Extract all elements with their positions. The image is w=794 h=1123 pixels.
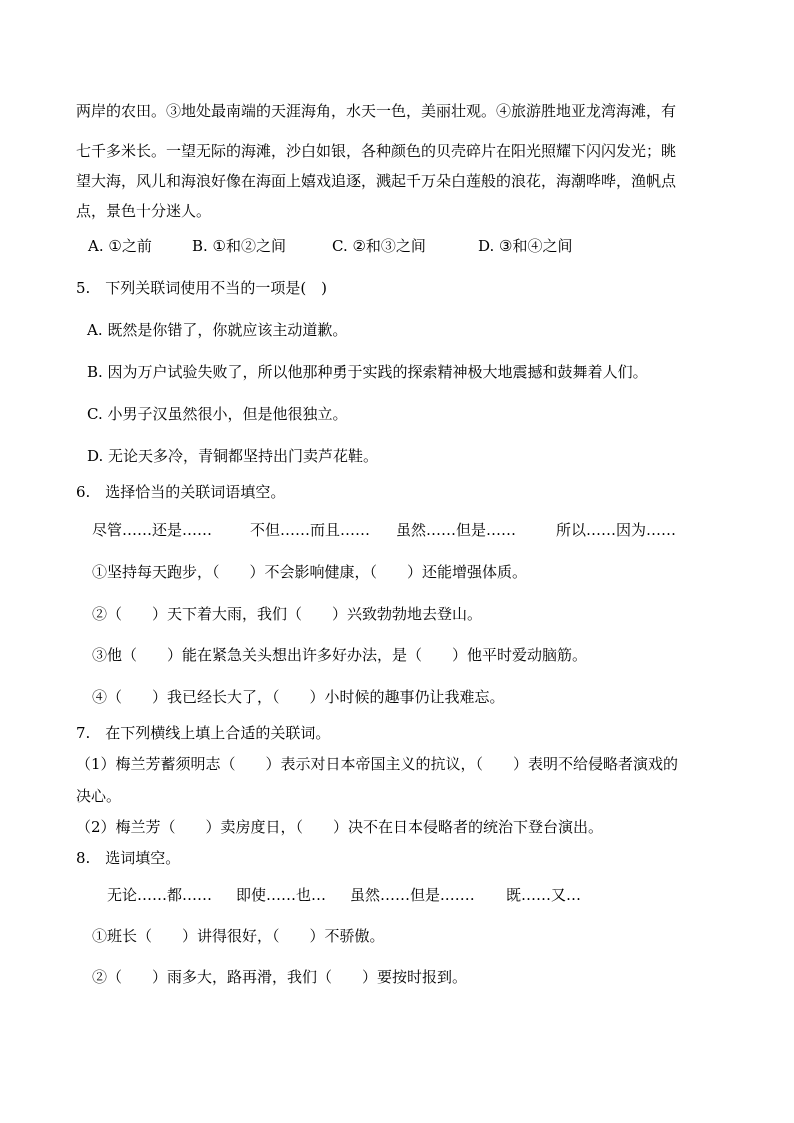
- q5-option-c: C. 小男子汉虽然很小，但是他很独立。: [87, 405, 348, 423]
- q5-option-b: B. 因为万户试验失败了，所以他那种勇于实践的探索精神极大地震撼和鼓舞着人们。: [87, 363, 648, 381]
- q8-word-3: 虽然……但是.……: [350, 886, 475, 904]
- q6-item-4: ④（ ）我已经长大了，（ ）小时候的趣事仍让我难忘。: [92, 688, 505, 706]
- q7-item-1-line-1: （1）梅兰芳蓄须明志（ ）表示对日本帝国主义的抗议，（ ）表明不给侵略者演戏的: [76, 755, 679, 773]
- q6-item-2: ②（ ）天下着大雨，我们（ ）兴致勃勃地去登山。: [92, 605, 483, 623]
- q5-stem: 5. 下列关联词使用不当的一项是( ): [76, 279, 328, 297]
- q6-word-2: 不但……而且……: [250, 521, 371, 539]
- q4-passage-line-4: 点，景色十分迷人。: [76, 202, 212, 220]
- q4-option-c: C. ②和③之间: [332, 237, 426, 255]
- q6-stem: 6. 选择恰当的关联词语填空。: [76, 483, 286, 501]
- q7-stem: 7. 在下列横线上填上合适的关联词。: [76, 724, 331, 742]
- q8-word-4: 既……又…: [506, 886, 582, 904]
- q8-word-2: 即使……也…: [236, 886, 327, 904]
- q4-passage-line-1: 两岸的农田。③地处最南端的天涯海角，水天一色，美丽壮观。④旅游胜地亚龙湾海滩，有: [76, 102, 677, 120]
- q6-word-4: 所以……因为……: [556, 521, 677, 539]
- q6-item-3: ③他（ ）能在紧急关头想出许多好办法，是（ ）他平时爱动脑筋。: [92, 646, 588, 664]
- q6-word-1: 尽管……还是……: [92, 521, 213, 539]
- q7-item-2: （2）梅兰芳（ ）卖房度日，（ ）决不在日本侵略者的统治下登台演出。: [76, 818, 604, 836]
- q5-option-d: D. 无论天多冷，青铜都坚持出门卖芦花鞋。: [87, 447, 379, 465]
- q6-word-3: 虽然……但是……: [396, 521, 517, 539]
- q8-word-1: 无论……都……: [107, 886, 213, 904]
- q8-item-1: ①班长（ ）讲得很好，（ ）不骄傲。: [92, 927, 385, 945]
- q4-passage-line-2: 七千多米长。一望无际的海滩，沙白如银，各种颜色的贝壳碎片在阳光照耀下闪闪发光；眺: [76, 142, 677, 160]
- q8-stem: 8. 选词填空。: [76, 849, 181, 867]
- q4-option-b: B. ①和②之间: [192, 237, 287, 255]
- q5-option-a: A. 既然是你错了，你就应该主动道歉。: [87, 321, 348, 339]
- q7-item-1-line-2: 决心。: [76, 787, 122, 805]
- q4-option-d: D. ③和④之间: [478, 237, 573, 255]
- q4-option-a: A. ①之前: [88, 237, 152, 255]
- q4-passage-line-3: 望大海，风儿和海浪好像在海面上嬉戏追逐，溅起千万朵白莲般的浪花，海潮哗哗，渔帆点: [76, 172, 677, 190]
- q6-item-1: ①坚持每天跑步，（ ）不会影响健康，（ ）还能增强体质。: [92, 563, 528, 581]
- q8-item-2: ②（ ）雨多大，路再滑，我们（ ）要按时报到。: [92, 968, 468, 986]
